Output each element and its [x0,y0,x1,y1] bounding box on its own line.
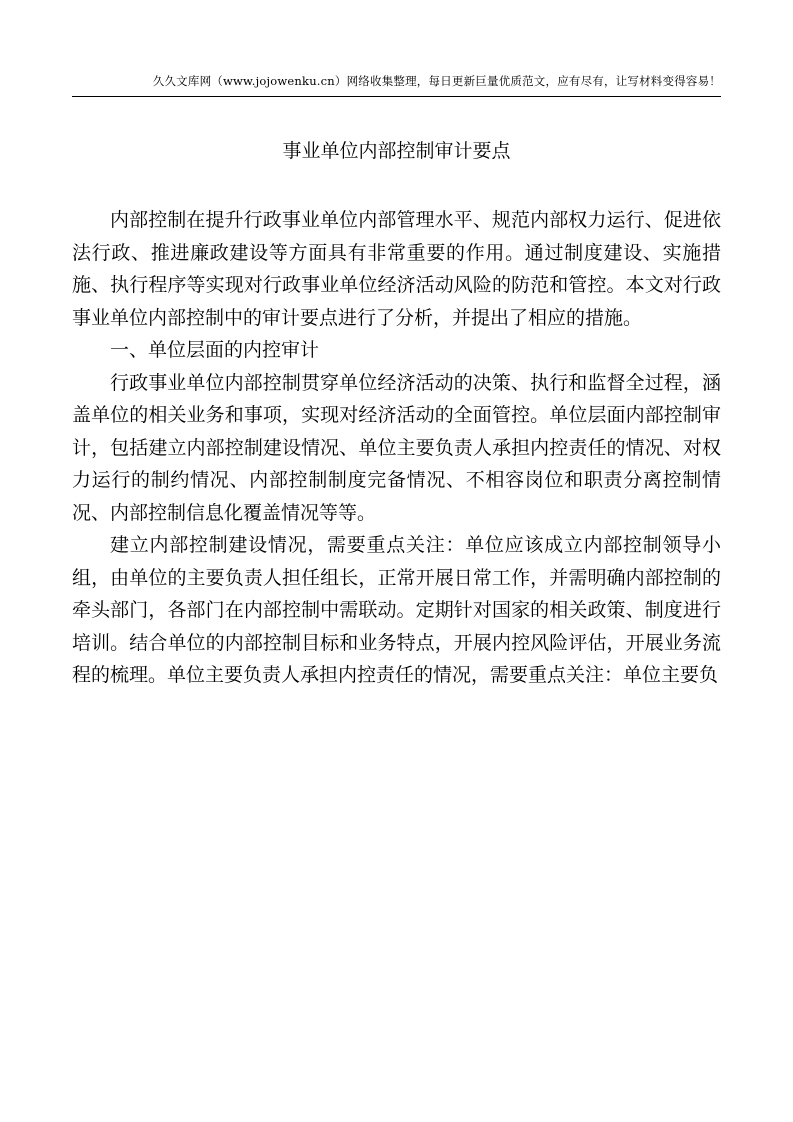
body-paragraph: 行政事业单位内部控制贯穿单位经济活动的决策、执行和监督全过程，涵盖单位的相关业务和事项，实现对经济活动的全面管控。单位层面内部控制审计，包括建立内部控制建设情况、单位主要负责人承担内控责任的情况、对权力运行的制约情况、内部控制制度完备情况、不相容岗位和职责分离控制情况、内部控制信息化覆盖情况等等。 [72,371,721,524]
section-heading: 一、单位层面的内控审计 [110,339,320,361]
document-body [72,204,721,692]
body-paragraph: 内部控制在提升行政事业单位内部管理水平、规范内部权力运行、促进依法行政、推进廉政建设等方面具有非常重要的作用。通过制度建设、实施措施、执行程序等实现对行政事业单位经济活动风险的防范和管控。本文对行政事业单位内部控制中的审计要点进行了分析，并提出了相应的措施。 [72,209,721,329]
page-header: 久久文库网（www.jojowenku.cn）网络收集整理，每日更新巨量优质范文，应有尽有，让写材料变得容易！ [72,74,721,97]
document-title: 事业单位内部控制审计要点 [282,140,511,162]
body-paragraph: 建立内部控制建设情况，需要重点关注：单位应该成立内部控制领导小组，由单位的主要负责人担任组长，正常开展日常工作，并需明确内部控制的牵头部门，各部门在内部控制中需联动。定期针对国家的相关政策、制度进行培训。结合单位的内部控制目标和业务特点，开展内控风险评估，开展业务流程的梳理。单位主要负责人承担内控责任的情况，需要重点关注：单位主要负 [72,534,721,686]
